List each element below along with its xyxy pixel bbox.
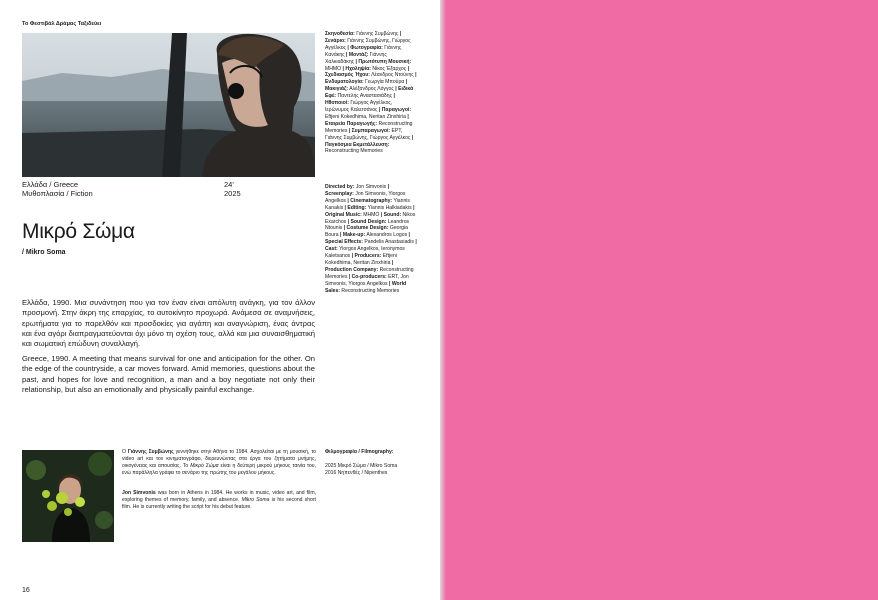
credit-name: Jon Simvonis xyxy=(354,184,387,190)
credit-role: | Production Company: xyxy=(325,259,394,273)
credit-role: | World Sales: xyxy=(325,280,407,294)
credit-name: Reconstructing Memories xyxy=(325,120,413,134)
bio-text: Μικρό Σώμα xyxy=(190,463,219,469)
synopsis-greek: Ελλάδα, 1990. Μια συνάντηση που για τον έναν είναι απόλυτη ανάγκη, για τον άλλον προσμονή. Στην άκρη της επαρχίας, το αυτοκίνητο προχωρά. Ανάμεσα σε αναμνήσεις, ερωτήματα για το παρελθόν και προσδοκίες για αγάπη και αναγνώριση, ένας άντρας και ένα αγόρι διαπραγματεύονται όχι μόνο τη σχέση τους, αλλά και μια συναισθηματική και σωματική επώδυνη συναλλαγή. xyxy=(22,298,315,349)
credit-role: Σκηνοθεσία: xyxy=(325,31,355,37)
film-genre: Μυθοπλασία / Fiction xyxy=(22,189,93,198)
credit-name: Λέανδρος Ντούνης xyxy=(369,72,414,79)
filmography-item: 2016 Νηπενθές / Nipenthes xyxy=(325,470,388,476)
credit-role: | Μοντάζ: xyxy=(344,51,369,58)
credit-name: Leandros Ntounis xyxy=(325,218,410,232)
credit-role: | Ηχοληψία: xyxy=(341,65,371,72)
credit-role: | Παραγωγοί: xyxy=(377,106,412,113)
credit-role: | Costume Design: xyxy=(342,225,389,232)
credit-role: | Μακιγιάζ: xyxy=(325,79,408,93)
credit-role: | Σχεδιασμός Ήχου: xyxy=(325,65,410,79)
bio-text: Jon Simvonis xyxy=(122,490,156,496)
credit-name: ΜΗΜΟ xyxy=(325,65,342,72)
director-bio-greek xyxy=(122,449,316,477)
credit-role: | Cast: xyxy=(325,239,417,253)
credit-name: Παντελής Αναστασιάδης xyxy=(336,93,393,100)
filmography xyxy=(325,449,397,477)
bio-text: Γιάννης Συμβώνης xyxy=(127,449,174,455)
credit-name: Γιώργος Αγγέλκος, Ιερώνυμος Καλετσάνος xyxy=(325,100,393,113)
credit-role: | Special Effects: xyxy=(325,232,410,246)
credit-name: Eftjeni Kokedhima, Neritan Zinxhiria xyxy=(325,253,397,266)
credit-name: Γεωργία Μπούρα xyxy=(363,79,405,86)
credit-role: | Πρωτότυπη Μουσική: xyxy=(354,58,412,65)
credit-role: | Original Music: xyxy=(325,204,415,218)
credit-role: | Ηθοποιοί: xyxy=(325,93,395,107)
credit-role: | Sound Design: xyxy=(346,218,387,225)
film-country: Ελλάδα / Greece xyxy=(22,180,79,189)
credit-name: Γιάννης Χαλκιαδάκης xyxy=(325,51,387,65)
filmography-item: 2025 Μικρό Σώμα / Mikro Soma xyxy=(325,463,398,469)
credit-name: Jon Simvonis, Yiorgos Angelkos xyxy=(325,190,406,204)
credit-role: Directed by: xyxy=(325,184,355,190)
credit-name: Pandelis Anastasiadis xyxy=(362,239,414,246)
credit-name: Γιάννης Συμβώνης, Γιώργος Αγγέλκος xyxy=(325,37,411,51)
bio-text: Ο xyxy=(122,449,128,455)
facing-page-pink xyxy=(446,0,878,600)
credit-role: | Screenplay: xyxy=(325,184,390,197)
film-year: 2025 xyxy=(224,189,241,198)
bio-text: είναι η δεύτερη μικρού μήκους ταινία του, ενώ παράλληλα γράφει το σενάριο της πρώτης του μεγάλου μήκους. xyxy=(122,463,316,476)
bio-text: γεννήθηκε στην Αθήνα το 1984. Ασχολείται με τη μουσική, το video art και τον κινηματογράφο, διερευνώντας στα έργα του ζητήματα μνήμης, οικογένειας και απουσίας. Το xyxy=(122,449,316,469)
credit-name: Reconstructing Memories xyxy=(325,148,383,155)
credit-role: | Cinematography: xyxy=(345,197,393,204)
credit-name: Γιάννης Συμβώνης xyxy=(354,31,399,37)
credit-role: | Παγκόσμια Εκμετάλλευση: xyxy=(325,134,414,148)
credit-name: Νίκος Έξαρχος xyxy=(370,65,407,72)
credit-name: Reconstructing Memories xyxy=(325,266,414,280)
synopsis-english: Greece, 1990. A meeting that means survival for one and anticipation for the other. On the edge of the countryside, a car moves forward. Amid memories, questions about the past, and hopes for love and recognition, a man and a boy negotiate not only their relationship, but also an emotionally and physically painful exchange. xyxy=(22,354,315,394)
credit-name: Αλέξανδρος Λόγγος xyxy=(348,86,394,93)
credit-name: Reconstructing Memories xyxy=(340,287,400,294)
page-number: 16 xyxy=(22,587,30,594)
credit-role: | Εταιρεία Παραγωγής: xyxy=(325,113,409,127)
bio-text: is his second short film. He is currently writing the script for his debut feature. xyxy=(122,497,316,510)
credit-role: | Sound: xyxy=(379,211,402,218)
credit-role: | Ειδικά Εφέ: xyxy=(325,86,414,100)
credits-english xyxy=(325,184,417,295)
film-title-latin: / Mikro Soma xyxy=(22,249,66,256)
credit-role: | Producers: xyxy=(350,253,382,260)
credit-name: Nikos Exarchos xyxy=(325,211,416,225)
filmography-heading: Φιλμογραφία / Filmography: xyxy=(325,449,394,455)
director-portrait-image xyxy=(22,450,114,542)
credit-name: ΕΡΤ, Γιάννης Συμβώνης, Γιώργος Αγγέλκος xyxy=(325,127,411,141)
film-still-image xyxy=(22,33,315,177)
credit-role: | Make-up: xyxy=(338,232,366,239)
credit-role: | Φωτογραφία: xyxy=(346,44,383,51)
credit-name: Yiorgos Angelkos, Ieronymos Kaletsanos xyxy=(325,246,405,260)
running-header: Το Φεστιβάλ Δράμας Ταξιδεύει xyxy=(22,21,102,27)
credit-role: | Editing: xyxy=(343,204,367,211)
film-duration: 24' xyxy=(224,180,234,189)
credit-name: Alexandros Logos xyxy=(365,232,408,239)
credit-name: MHMO xyxy=(361,211,380,218)
credit-name: Γιάννης Κανάκης xyxy=(325,44,402,58)
credit-name: Eftjeni Kokedhima, Neritan Zinxhiria xyxy=(325,113,406,120)
credit-name: ERT, Jon Simvonis, Yiorgos Angelkos xyxy=(325,273,409,287)
credit-role: | Συμπαραγωγοί: xyxy=(347,127,391,134)
bio-text: Mikro Soma xyxy=(241,497,270,503)
credit-role: | Co-producers: xyxy=(347,273,387,280)
director-bio-english xyxy=(122,490,316,511)
credit-name: Georgia Boura xyxy=(325,225,408,239)
film-title: Μικρό Σώμα xyxy=(22,220,135,243)
credits-greek xyxy=(325,31,417,155)
credit-name: Yiannis Halkiadakis xyxy=(366,204,412,211)
credit-name: Yiannis Kanakis xyxy=(325,197,410,211)
credit-role: | Σενάριο: xyxy=(325,31,402,44)
bio-text: was born in Athens in 1984. He works in music, video art, and film, exploring themes of memory, family, and absence. xyxy=(122,490,316,503)
credit-role: | Ενδυματολογία: xyxy=(325,72,417,86)
